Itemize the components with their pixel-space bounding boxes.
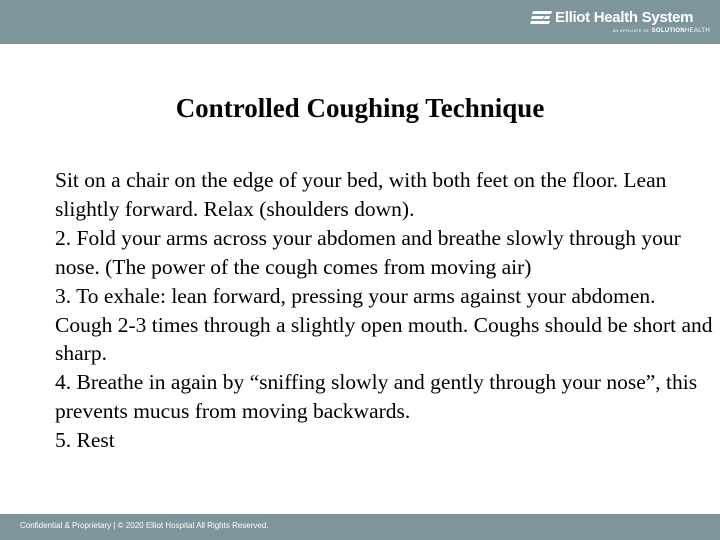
instruction-step-2: 2. Fold your arms across your abdomen and breathe slowly through your nose. (The power of the cough comes from moving air) <box>55 225 681 279</box>
header-bar <box>0 0 720 44</box>
slide-body <box>55 166 715 455</box>
logo-tagline-brand: SOLUTION <box>651 28 685 34</box>
logo-tagline <box>612 28 710 34</box>
instruction-step-3: 3. To exhale: lean forward, pressing your arms against your abdomen. Cough 2-3 times through a slightly open mouth. Coughs should be short and sharp. <box>55 283 713 366</box>
footer-copyright: Confidential & Proprietary | © 2020 Elliot Hospital All Rights Reserved. <box>20 521 269 530</box>
instruction-step-4: 4. Breathe in again by “sniffing slowly and gently through your nose”, this prevents mucus from moving backwards. <box>55 370 698 424</box>
logo-name: Elliot Health System <box>555 9 694 26</box>
elliot-logo-icon <box>530 11 552 25</box>
slide-title: Controlled Coughing Technique <box>175 93 545 123</box>
elliot-health-system-logo <box>530 9 710 39</box>
footer-bar <box>0 514 720 540</box>
instruction-step-5: 5. Rest <box>55 428 115 453</box>
logo-tagline-suffix: HEALTH <box>684 28 710 34</box>
instruction-step-1: Sit on a chair on the edge of your bed, with both feet on the floor. Lean slightly forward. Relax (shoulders down). <box>55 168 667 221</box>
logo-tagline-prefix: AN AFFILIATE OF <box>612 28 650 33</box>
